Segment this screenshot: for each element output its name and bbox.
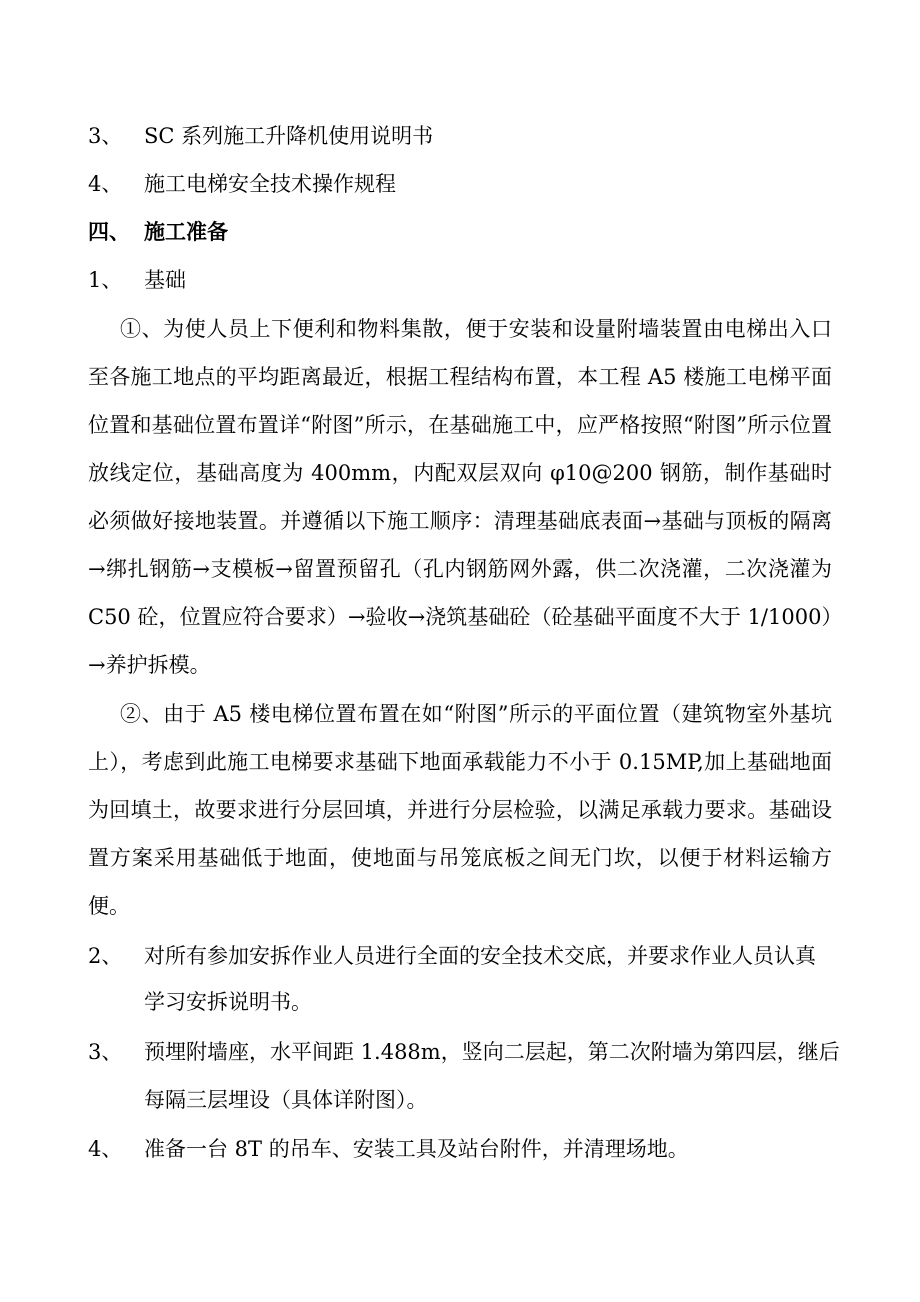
list-text: 准备一台 8T 的吊车、安装工具及站台附件，并清理场地。 bbox=[144, 1137, 689, 1161]
paragraph-foundation-2: ②、由于 A5 楼电梯位置布置在如“附图”所示的平面位置（建筑物室外基坑上），考虑到此施工电梯要求基础下地面承载能力不小于 0.15MP,加上基础地面为回填土，故要求进行分层回填，并进行分层检验，以满足承载力要求。基础设置方案采用基础低于地面，使地面与吊笼底板之间无门坎，以便于材料运输方便。 bbox=[88, 702, 832, 918]
list-item bbox=[0, 112, 920, 160]
section-number: 四、 bbox=[88, 219, 130, 244]
list-item bbox=[0, 932, 920, 980]
list-number: 4、 bbox=[88, 1137, 123, 1161]
list-item-continuation bbox=[0, 1076, 920, 1124]
list-item bbox=[0, 1028, 920, 1076]
list-item bbox=[0, 1125, 920, 1173]
section-heading bbox=[0, 208, 920, 256]
list-number: 3、 bbox=[88, 1040, 123, 1064]
subsection-number: 1、 bbox=[88, 268, 123, 292]
list-text: 预埋附墙座，水平间距 1.488m，竖向二层起，第二次附墙为第四层，继后 bbox=[144, 1040, 840, 1064]
list-item-continuation bbox=[0, 978, 920, 1026]
list-text: 施工电梯安全技术操作规程 bbox=[144, 172, 396, 196]
list-item bbox=[0, 160, 920, 208]
list-text: SC 系列施工升降机使用说明书 bbox=[144, 124, 434, 148]
paragraph-foundation-1: ①、为使人员上下便利和物料集散，便于安装和设量附墙装置由电梯出入口至各施工地点的平均距离最近，根据工程结构布置，本工程 A5 楼施工电梯平面位置和基础位置布置详“附图”所示，在基础施工中，应严格按照“附图”所示位置放线定位，基础高度为 400mm，内配双层双向 φ10@200 钢筋，制作基础时必须做好接地装置。并遵循以下施工顺序：清理基础底表面→基础与顶板的隔离→绑扎钢筋→支模板→留置预留孔（孔内钢筋网外露，供二次浇灌，二次浇灌为 C50 砼，位置应符合要求）→验收→浇筑基础砼（砼基础平面度不大于 1/1000）→养护拆模。 bbox=[88, 317, 832, 677]
list-number: 4、 bbox=[88, 172, 123, 196]
list-text: 对所有参加安拆作业人员进行全面的安全技术交底，并要求作业人员认真 bbox=[144, 944, 816, 968]
list-number: 2、 bbox=[88, 944, 123, 968]
subsection-heading bbox=[0, 256, 920, 304]
section-title: 施工准备 bbox=[144, 219, 228, 244]
subsection-title: 基础 bbox=[144, 268, 186, 292]
list-text: 学习安拆说明书。 bbox=[144, 990, 312, 1014]
list-number: 3、 bbox=[88, 124, 123, 148]
list-text: 每隔三层埋设（具体详附图）。 bbox=[144, 1088, 428, 1112]
